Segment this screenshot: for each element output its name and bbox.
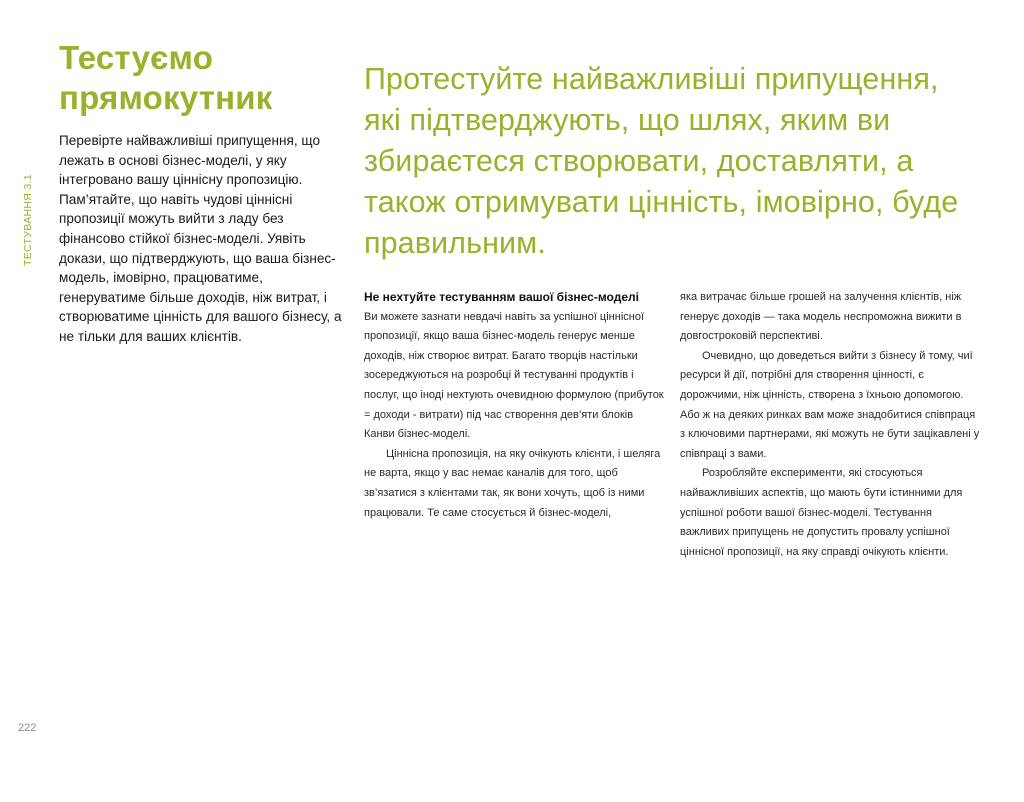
body-column-right: [680, 288, 980, 562]
body-paragraph: Очевидно, що доведеться вийти з бізнесу й тому, чиї ресурси й дії, потрібні для створення цінності, є дорожчими, ніж цінність, створена з їхньою допомогою. Або ж на деяких ринках вам може знадобитися співпраця з ключовими партнерами, які можуть не бути зацікавлені у співпраці з вами.: [680, 349, 980, 460]
body-column-left: [364, 288, 664, 523]
intro-paragraph: Перевірте найважливіші припущення, що лежать в основі бізнес-моделі, у яку інтегровано вашу ціннісну пропозицію. Пам’ятайте, що навіть чудові ціннісні пропозиції можуть вийти з ладу без фінансово стійкої бізнес-моделі. Уявіть докази, що підтверджують, що ваша бізнес-модель, імовірно, працюватиме, генеруватиме більше доходів, ніж витрат, і створюватиме цінність для вашого бізнесу, а не тільки для ваших клієнтів.: [59, 133, 342, 344]
page-title: Тестуємо прямокутник: [59, 39, 273, 116]
page-number: 222: [18, 722, 37, 734]
section-side-label: ТЕСТУВАННЯ 3.1: [22, 174, 34, 266]
sub-heading: Не нехтуйте тестуванням вашої бізнес-моделі: [364, 290, 639, 304]
body-paragraph: Ви можете зазнати невдачі навіть за успішної ціннісної пропозиції, якщо ваша бізнес-модель генерує менше доходів, ніж створює витрат. Багато творців настільки зосереджуються на розробці й тестуванні продуктів і послуг, що іноді нехтують очевидною формулою (прибуток = доходи - витрати) під час створення дев’яти блоків Канви бізнес-моделі.: [364, 310, 664, 441]
pull-quote: Протестуйте найважливіші припущення, які підтверджують, що шлях, яким ви збираєтеся створювати, доставляти, а також отримувати цінність, імовірно, буде правильним.: [364, 62, 959, 260]
body-paragraph: Розробляйте експерименти, які стосуються найважливіших аспектів, що мають бути істинними для успішної роботи вашої бізнес-моделі. Тестування важливих припущень не допустить провалу успішної ціннісної пропозиції, на яку справді очікують клієнти.: [680, 467, 963, 558]
body-paragraph: Ціннісна пропозиція, на яку очікують клієнти, і шеляга не варта, якщо у вас немає каналів для того, щоб зв’язатися з клієнтами так, як вони хочуть, щоб із ними працювали. Те саме стосується й бізнес-моделі,: [364, 447, 661, 519]
body-paragraph: яка витрачає більше грошей на залучення клієнтів, ніж генерує доходів — така модель неспроможна вижити в довгостроковій перспективі.: [680, 291, 962, 343]
